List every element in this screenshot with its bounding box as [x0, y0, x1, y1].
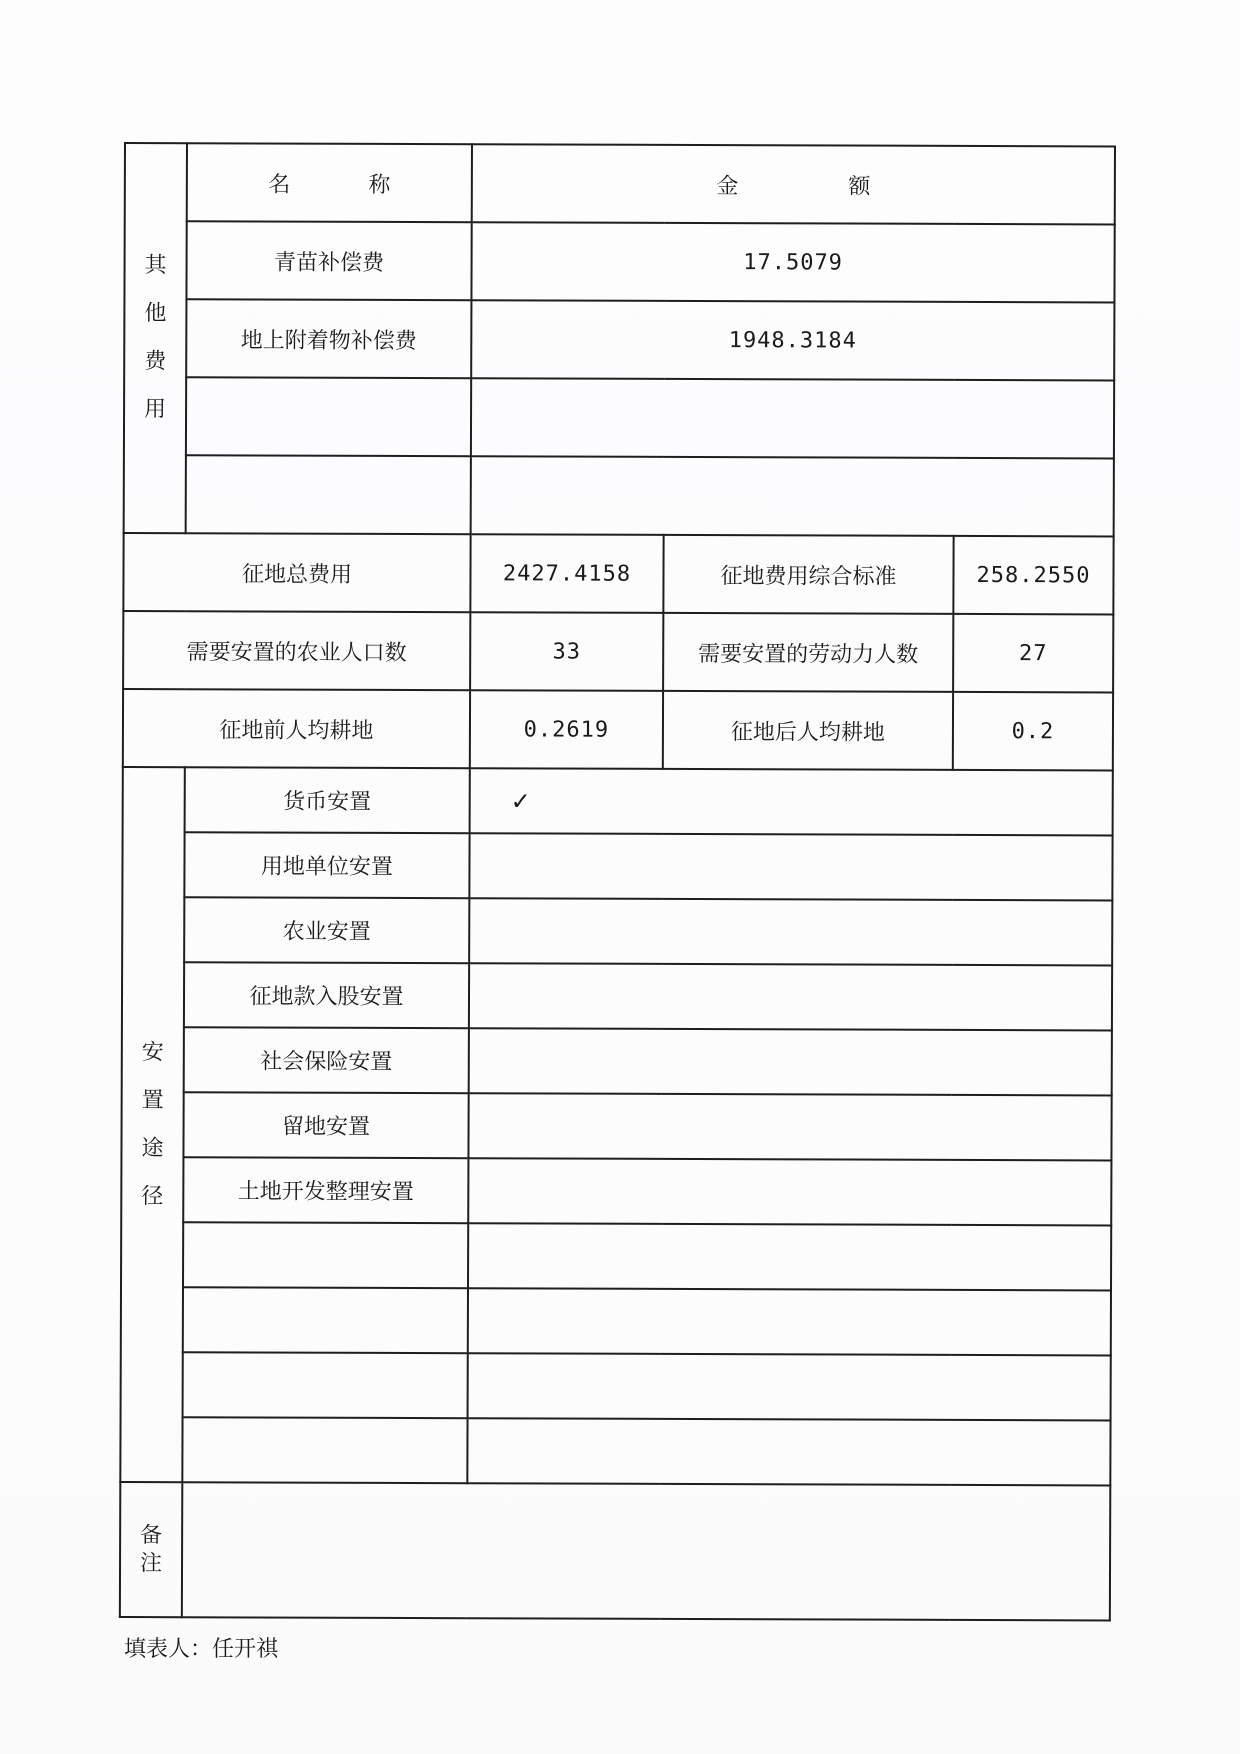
resettlement-row — [123, 767, 1113, 835]
resettlement-method-name: 用地单位安置 — [184, 832, 469, 898]
resettlement-method-name — [183, 1222, 468, 1288]
farmland-after-value: 0.2 — [953, 692, 1113, 771]
other-fee-amount: 17.5079 — [471, 222, 1114, 302]
resettlement-method-name — [182, 1417, 467, 1483]
resettlement-row — [122, 832, 1112, 900]
resettlement-row — [121, 1287, 1111, 1355]
other-fee-amount — [471, 456, 1114, 536]
remarks-label: 备 注 — [120, 1482, 182, 1617]
other-fee-name — [186, 455, 471, 534]
filler-name: 任开祺 — [212, 1637, 279, 1662]
resettlement-method-value — [468, 1093, 1111, 1160]
header-row — [125, 143, 1115, 224]
form-filler-line — [124, 1632, 278, 1663]
land-acquisition-form-table — [119, 142, 1116, 1621]
farmland-before-value: 0.2619 — [470, 690, 663, 769]
other-fee-name: 青苗补偿费 — [186, 221, 471, 300]
resettlement-row — [122, 962, 1112, 1030]
resettlement-method-name: 土地开发整理安置 — [183, 1157, 468, 1223]
other-fee-row — [124, 377, 1114, 458]
amount-column-header: 金 额 — [472, 144, 1115, 224]
summary-row-total — [123, 533, 1113, 614]
resettlement-method-value — [469, 898, 1112, 965]
resettlement-method-value — [468, 1223, 1111, 1290]
resettlement-method-name — [183, 1287, 468, 1353]
resettlement-row — [121, 1157, 1111, 1225]
other-fees-section-label: 其 他 费 用 — [124, 143, 187, 533]
other-fee-row — [124, 221, 1114, 302]
total-fee-label: 征地总费用 — [123, 533, 470, 612]
other-fee-amount — [471, 378, 1114, 458]
agri-population-label: 需要安置的农业人口数 — [123, 611, 470, 690]
name-column-header: 名 称 — [187, 143, 472, 222]
farmland-after-label: 征地后人均耕地 — [663, 691, 953, 770]
resettlement-method-value — [468, 1353, 1111, 1420]
resettlement-method-name: 社会保险安置 — [184, 1027, 469, 1093]
standard-value: 258.2550 — [953, 536, 1113, 615]
resettlement-row — [122, 897, 1112, 965]
resettlement-method-value — [468, 1158, 1111, 1225]
resettlement-row — [120, 1417, 1110, 1485]
check-mark-icon: ✓ — [510, 786, 531, 815]
resettlement-method-value — [469, 1028, 1112, 1095]
resettlement-section-label: 安 置 途 径 — [120, 767, 184, 1482]
resettlement-method-name: 留地安置 — [183, 1092, 468, 1158]
resettlement-row — [121, 1222, 1111, 1290]
agri-population-value: 33 — [470, 612, 663, 691]
farmland-before-label: 征地前人均耕地 — [123, 689, 470, 768]
resettlement-row — [121, 1092, 1111, 1160]
other-fee-name — [186, 377, 471, 456]
other-fee-amount: 1948.3184 — [471, 300, 1114, 380]
resettlement-method-value — [470, 768, 1113, 835]
remarks-content — [182, 1482, 1110, 1620]
resettlement-method-name — [183, 1352, 468, 1418]
other-fee-name: 地上附着物补偿费 — [186, 299, 471, 378]
filler-label: 填表人： — [124, 1637, 213, 1662]
resettlement-method-value — [468, 1288, 1111, 1355]
resettlement-method-name: 征地款入股安置 — [184, 962, 469, 1028]
summary-row-farmland — [123, 689, 1113, 770]
labor-count-label: 需要安置的劳动力人数 — [663, 613, 953, 692]
resettlement-method-value — [467, 1418, 1110, 1485]
resettlement-row — [121, 1352, 1111, 1420]
resettlement-method-name: 农业安置 — [184, 897, 469, 963]
resettlement-method-value — [469, 963, 1112, 1030]
resettlement-method-value — [469, 833, 1112, 900]
labor-count-value: 27 — [953, 614, 1113, 693]
remarks-row — [120, 1482, 1110, 1620]
summary-row-population — [123, 611, 1113, 692]
resettlement-method-name: 货币安置 — [185, 767, 470, 833]
total-fee-value: 2427.4158 — [470, 534, 663, 613]
standard-label: 征地费用综合标准 — [663, 535, 953, 614]
resettlement-row — [122, 1027, 1112, 1095]
other-fee-row — [124, 299, 1114, 380]
other-fee-row — [124, 455, 1114, 536]
